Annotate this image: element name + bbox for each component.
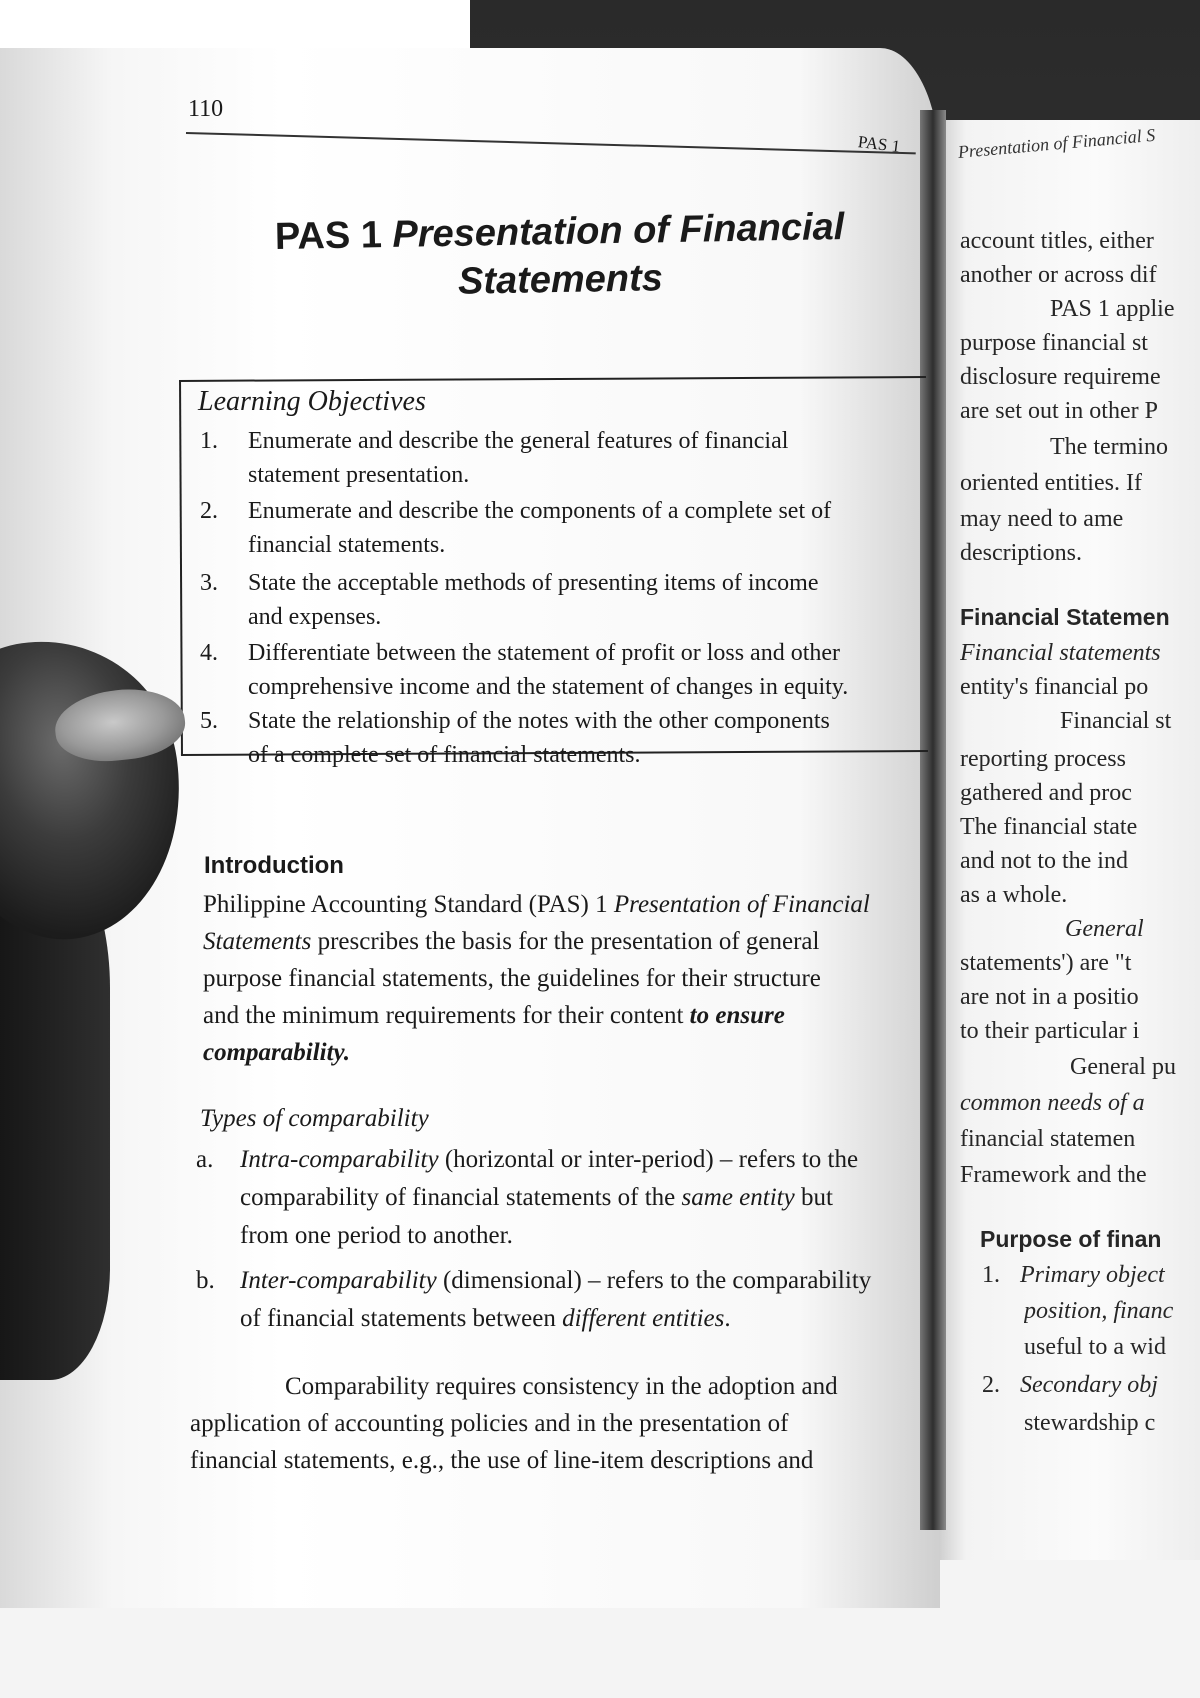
right-text-line: are not in a positio (960, 984, 1139, 1010)
intro-text: and the minimum requirements for their content (203, 1002, 690, 1029)
right-text-line: may need to ame (960, 506, 1124, 532)
right-text-line: financial statemen (960, 1126, 1136, 1152)
intro-text: to ensure (689, 1002, 785, 1029)
intro-text: Presentation of Financial (613, 891, 870, 918)
right-text-line: position, financ (1024, 1298, 1174, 1324)
objective-text: statement presentation. (248, 462, 470, 488)
right-text-line: and not to the ind (960, 848, 1128, 874)
objective-text: State the relationship of the notes with the other components (248, 708, 830, 734)
right-heading-financial-statements: Financial Statemen (960, 604, 1170, 630)
right-text-line: Framework and the (960, 1162, 1147, 1188)
right-text-line: stewardship c (1024, 1410, 1156, 1436)
type-label: a. (196, 1146, 214, 1173)
types-heading: Types of comparability (200, 1105, 429, 1132)
type-text: (dimensional) – refers to the comparability (436, 1267, 872, 1294)
right-list-number: 2. (982, 1372, 1000, 1398)
page-number: 110 (188, 96, 224, 122)
type-text: of financial statements between (240, 1305, 563, 1332)
right-text: Secondary obj (1020, 1372, 1158, 1398)
type-text: different entities (562, 1305, 725, 1332)
type-b (196, 1262, 946, 1338)
right-text-line: are set out in other P (960, 398, 1158, 424)
learning-objectives-heading: Learning Objectives (198, 386, 426, 417)
objective-number: 5. (200, 708, 218, 734)
right-text-line: PAS 1 applie (1050, 296, 1175, 322)
introduction-paragraph (203, 886, 943, 1071)
objective-text: Differentiate between the statement of profit or loss and other (248, 640, 841, 666)
objective-4 (200, 636, 920, 704)
intro-text: comparability. (203, 1039, 350, 1066)
intro-text: purpose financial statements, the guidelines for their structure (203, 965, 821, 992)
right-list-number: 1. (982, 1262, 1000, 1288)
right-text-line: statements') are "t (960, 950, 1132, 976)
right-list-item (982, 1258, 1200, 1292)
right-text-line: General (1065, 916, 1144, 942)
chapter-title (219, 202, 901, 310)
type-text: (horizontal or inter-period) – refers to the (438, 1146, 859, 1173)
title-italic-1: Presentation of Financial (392, 206, 845, 256)
type-text: but (794, 1184, 833, 1211)
right-text-line: as a whole. (960, 882, 1068, 908)
right-heading-purpose: Purpose of finan (980, 1226, 1162, 1252)
right-text-line: The termino (1050, 434, 1168, 460)
right-text-line: Financial statements (960, 640, 1161, 666)
closing-text: application of accounting policies and in the presentation of (190, 1410, 789, 1437)
title-italic-2: Statements (457, 257, 664, 303)
type-text: comparability of financial statements of the (240, 1184, 682, 1211)
objective-text: Enumerate and describe the components of a complete set of (248, 498, 832, 524)
right-text-line: General pu (1070, 1054, 1176, 1080)
objective-text: comprehensive income and the statement of changes in equity. (248, 674, 849, 700)
objective-text: State the acceptable methods of presenting items of income (248, 570, 819, 596)
right-text-line: oriented entities. If (960, 470, 1142, 496)
objective-3 (200, 566, 920, 634)
closing-paragraph (190, 1368, 930, 1479)
right-text-line: purpose financial st (960, 330, 1148, 356)
intro-text: Philippine Accounting Standard (PAS) 1 (203, 891, 614, 918)
type-term: Intra-comparability (240, 1146, 439, 1173)
type-text: from one period to another. (240, 1222, 513, 1249)
objective-text: and expenses. (248, 604, 382, 630)
objective-text: financial statements. (248, 532, 446, 558)
right-text-line: account titles, either (960, 228, 1154, 254)
right-text-line: descriptions. (960, 540, 1082, 566)
right-text-line: to their particular i (960, 1018, 1140, 1044)
type-text: . (724, 1305, 731, 1332)
objective-number: 2. (200, 498, 218, 524)
objective-text: Enumerate and describe the general features of financial (248, 428, 789, 454)
closing-text: financial statements, e.g., the use of line-item descriptions and (190, 1447, 814, 1474)
type-label: b. (196, 1267, 215, 1294)
objective-number: 1. (200, 428, 218, 454)
right-text-line: The financial state (960, 814, 1138, 840)
right-text-line: entity's financial po (960, 674, 1149, 700)
objective-1 (200, 424, 920, 492)
intro-text: prescribes the basis for the presentation of general (311, 928, 820, 955)
objective-5 (200, 704, 920, 772)
right-text-line: Financial st (1060, 708, 1172, 734)
objective-number: 3. (200, 570, 218, 596)
closing-text: Comparability requires consistency in the adoption and (285, 1373, 838, 1400)
objective-text: of a complete set of financial statements. (248, 742, 641, 768)
right-list-item (982, 1368, 1200, 1402)
type-term: Inter-comparability (240, 1267, 437, 1294)
right-text-line: reporting process (960, 746, 1126, 772)
introduction-heading: Introduction (204, 852, 344, 879)
type-text: same entity (681, 1184, 795, 1211)
right-running-head: Presentation of Financial S (957, 124, 1156, 162)
objective-number: 4. (200, 640, 218, 666)
right-text-line: useful to a wid (1024, 1334, 1166, 1360)
intro-text: Statements (203, 928, 312, 955)
right-text-line: another or across dif (960, 262, 1157, 288)
right-text: Primary object (1020, 1262, 1165, 1288)
title-prefix: PAS 1 (274, 213, 393, 258)
right-text-line: disclosure requireme (960, 364, 1161, 390)
type-a (196, 1141, 946, 1255)
right-text-line: gathered and proc (960, 780, 1132, 806)
running-head: PAS 1 (856, 132, 902, 157)
objective-2 (200, 494, 920, 562)
right-text-line: common needs of a (960, 1090, 1145, 1116)
